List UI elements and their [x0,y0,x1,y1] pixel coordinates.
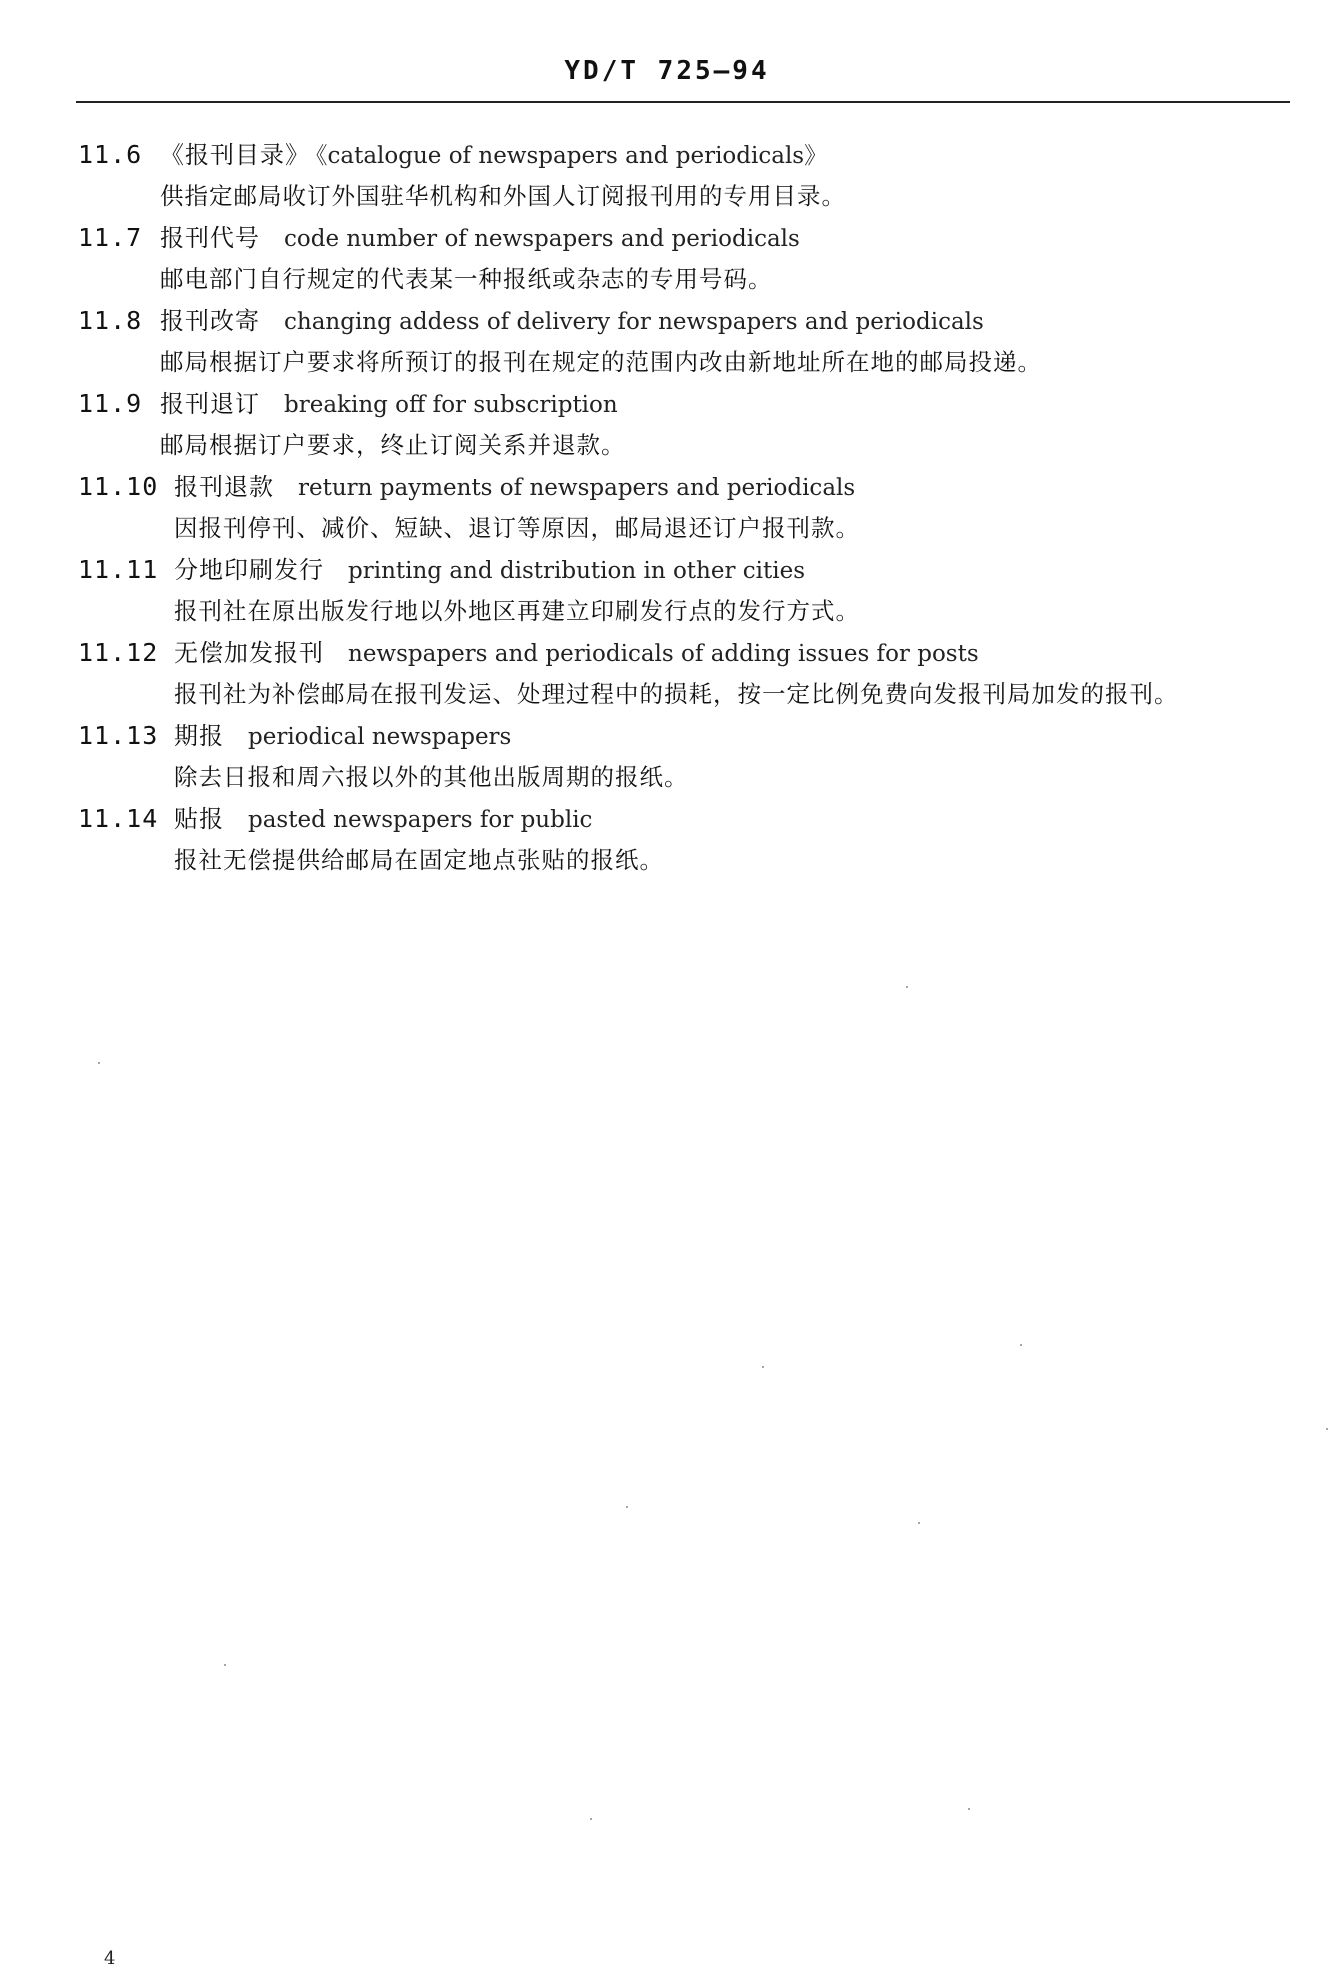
entry-english-term: pasted newspapers for public [248,807,593,833]
term-entry-11-6 [78,134,1298,217]
entry-definition: 除去日报和周六报以外的其他出版周期的报纸。 [174,763,689,791]
entry-number: 11.9 [78,389,143,418]
term-entry-11-7 [78,217,1298,300]
entry-definition: 邮电部门自行规定的代表某一种报纸或杂志的专用号码。 [160,265,773,293]
entry-chinese-term: 分地印刷发行 [174,556,324,584]
scan-speck [1326,1428,1328,1430]
entry-chinese-term: 报刊代号 [160,224,260,252]
scan-speck [626,1506,628,1508]
entry-english-term: return payments of newspapers and periodicals [298,475,856,501]
entry-number: 11.6 [78,140,143,169]
entry-definition: 报刊社为补偿邮局在报刊发运、处理过程中的损耗，按一定比例免费向发报刊局加发的报刊。 [174,680,1179,708]
entry-definition: 因报刊停刊、减价、短缺、退订等原因，邮局退还订户报刊款。 [174,514,860,542]
entry-definition: 供指定邮局收订外国驻华机构和外国人订阅报刊用的专用目录。 [160,182,846,210]
scan-speck [762,1366,764,1368]
entry-number: 11.14 [78,804,159,833]
entry-chinese-term: 无偿加发报刊 [174,639,324,667]
term-entry-11-12 [78,632,1298,715]
term-entry-11-8 [78,300,1298,383]
entry-number: 11.8 [78,306,143,335]
entry-number: 11.10 [78,472,159,501]
scan-speck [224,1664,226,1666]
entry-chinese-term: 报刊退款 [174,473,274,501]
entry-chinese-term: 报刊改寄 [160,307,260,335]
scan-speck [906,986,908,988]
entry-number: 11.13 [78,721,159,750]
entry-chinese-term: 贴报 [174,805,224,833]
entry-english-term: periodical newspapers [248,724,512,750]
entry-number: 11.11 [78,555,159,584]
entry-english-term: changing addess of delivery for newspapers and periodicals [284,309,984,335]
term-entry-11-14 [78,798,1298,881]
entry-definition: 报刊社在原出版发行地以外地区再建立印刷发行点的发行方式。 [174,597,860,625]
entry-english-term: printing and distribution in other cities [348,558,806,584]
entry-chinese-term: 报刊退订 [160,390,260,418]
entry-definition: 邮局根据订户要求将所预订的报刊在规定的范围内改由新地址所在地的邮局投递。 [160,348,1042,376]
entry-english-term: 《catalogue of newspapers and periodicals》 [316,143,828,169]
entry-english-term: code number of newspapers and periodicals [284,226,800,252]
scan-speck [968,1808,970,1810]
entry-chinese-term: 《报刊目录》 [160,141,310,169]
term-entry-11-9 [78,383,1298,466]
term-entry-11-10 [78,466,1298,549]
header-divider [76,101,1290,103]
scan-speck [98,1062,100,1064]
page-number: 4 [104,1948,116,1969]
document-code-header: YD/T 725—94 [564,56,770,86]
entry-definition: 报社无偿提供给邮局在固定地点张贴的报纸。 [174,846,664,874]
scan-speck [1020,1344,1022,1346]
entry-number: 11.12 [78,638,159,667]
entry-number: 11.7 [78,223,143,252]
entry-chinese-term: 期报 [174,722,224,750]
scan-speck [918,1522,920,1524]
entry-definition: 邮局根据订户要求，终止订阅关系并退款。 [160,431,626,459]
term-entry-11-13 [78,715,1298,798]
term-entries-list [78,134,1298,881]
term-entry-11-11 [78,549,1298,632]
entry-english-term: breaking off for subscription [284,392,618,418]
entry-english-term: newspapers and periodicals of adding issues for posts [348,641,979,667]
scan-speck [590,1818,592,1820]
